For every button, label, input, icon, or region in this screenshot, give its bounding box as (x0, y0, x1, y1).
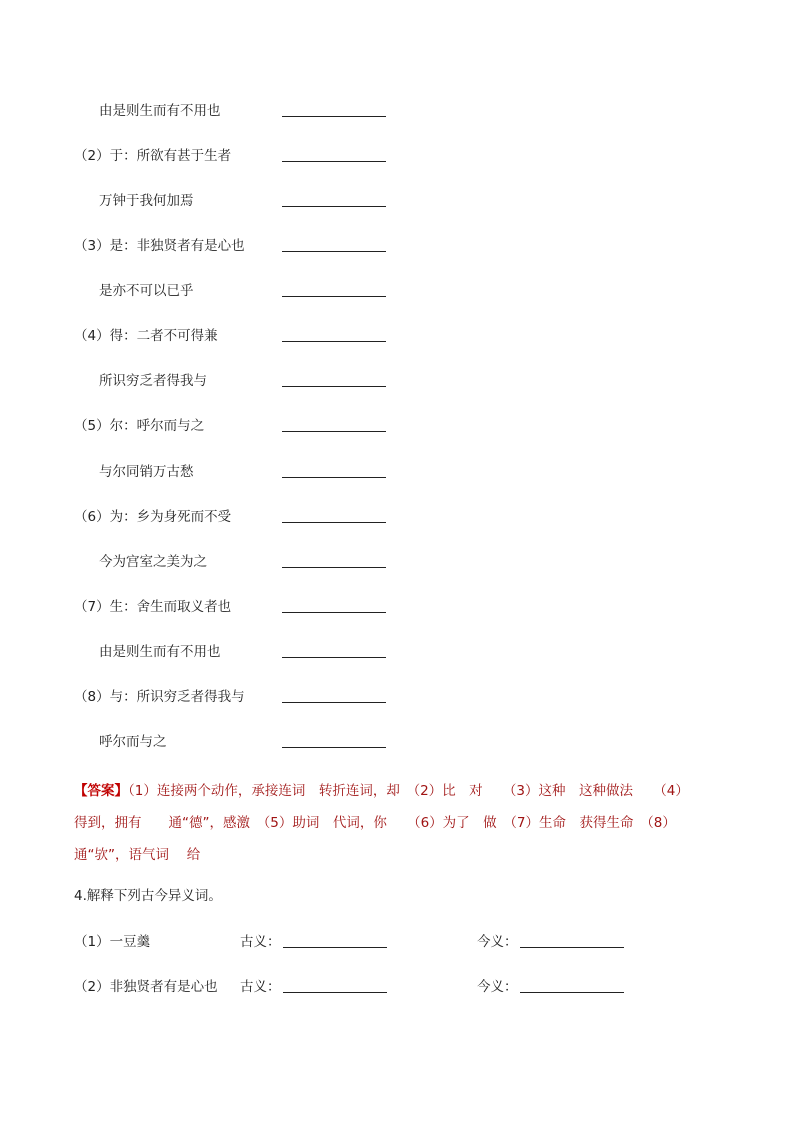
answer-block (74, 775, 724, 871)
answer-line: 得到，拥有 通“德”，感激 （5）助词 代词，你 （6）为了 做 （7）生命 获得生命 （8） (74, 815, 676, 831)
term-text: （1）一豆羹 (74, 934, 151, 950)
modern-meaning (477, 975, 624, 999)
item-text: 与尔同销万古愁 (99, 464, 194, 480)
answer-blank[interactable] (282, 234, 386, 252)
item-text: 由是则生而有不用也 (99, 644, 221, 660)
answer-blank[interactable] (282, 505, 386, 523)
item-text: 今为宫室之美为之 (99, 554, 207, 570)
answer-blank[interactable] (282, 640, 386, 658)
ancient-label: 古义： (240, 934, 281, 950)
item-text: 由是则生而有不用也 (99, 103, 221, 119)
modern-label: 今义： (477, 934, 518, 950)
list-item (0, 279, 794, 303)
item-text: （5）尔：呼尔而与之 (74, 418, 205, 434)
list-item (0, 144, 794, 168)
item-text: 呼尔而与之 (99, 734, 167, 750)
list-item (0, 414, 794, 438)
modern-blank[interactable] (520, 975, 624, 993)
answer-line: 通“欤”，语气词 给 (74, 847, 201, 863)
answer-blank[interactable] (282, 414, 386, 432)
answer-line (74, 775, 724, 807)
modern-label: 今义： (477, 979, 518, 995)
ancient-blank[interactable] (283, 975, 387, 993)
answer-blank[interactable] (282, 460, 386, 478)
answer-text: （1）连接两个动作，承接连词 转折连词，却 （2）比 对 （3）这种 这种做法 （4） (128, 783, 689, 799)
table-row (0, 975, 794, 999)
item-text: （6）为：乡为身死而不受 (74, 509, 232, 525)
list-item (0, 505, 794, 529)
answer-blank[interactable] (282, 550, 386, 568)
list-item (0, 730, 794, 754)
item-text: 所识穷乏者得我与 (99, 373, 207, 389)
term-text: （2）非独贤者有是心也 (74, 979, 218, 995)
answer-blank[interactable] (282, 369, 386, 387)
list-item (0, 685, 794, 709)
list-item (0, 234, 794, 258)
list-item (0, 640, 794, 664)
answer-blank[interactable] (282, 189, 386, 207)
list-item (0, 460, 794, 484)
item-text: （7）生：舍生而取义者也 (74, 599, 232, 615)
list-item (0, 550, 794, 574)
item-text: （3）是：非独贤者有是心也 (74, 238, 245, 254)
list-item (0, 369, 794, 393)
list-item (0, 189, 794, 213)
answer-blank[interactable] (282, 595, 386, 613)
modern-meaning (477, 930, 624, 954)
item-text: （2）于：所欲有甚于生者 (74, 148, 232, 164)
ancient-label: 古义： (240, 979, 281, 995)
answer-tag: 【答案】 (74, 783, 128, 799)
item-text: 是亦不可以已乎 (99, 283, 194, 299)
answer-blank[interactable] (282, 99, 386, 117)
list-item (0, 595, 794, 619)
ancient-meaning (240, 930, 387, 954)
item-text: 万钟于我何加焉 (99, 193, 194, 209)
modern-blank[interactable] (520, 930, 624, 948)
table-row (0, 930, 794, 954)
answer-blank[interactable] (282, 324, 386, 342)
answer-blank[interactable] (282, 279, 386, 297)
answer-blank[interactable] (282, 685, 386, 703)
list-item (0, 324, 794, 348)
item-text: （4）得：二者不可得兼 (74, 328, 218, 344)
ancient-meaning (240, 975, 387, 999)
item-text: （8）与：所识穷乏者得我与 (74, 689, 245, 705)
list-item (0, 99, 794, 123)
ancient-blank[interactable] (283, 930, 387, 948)
answer-blank[interactable] (282, 730, 386, 748)
answer-blank[interactable] (282, 144, 386, 162)
question-title: 4.解释下列古今异义词。 (74, 888, 222, 904)
